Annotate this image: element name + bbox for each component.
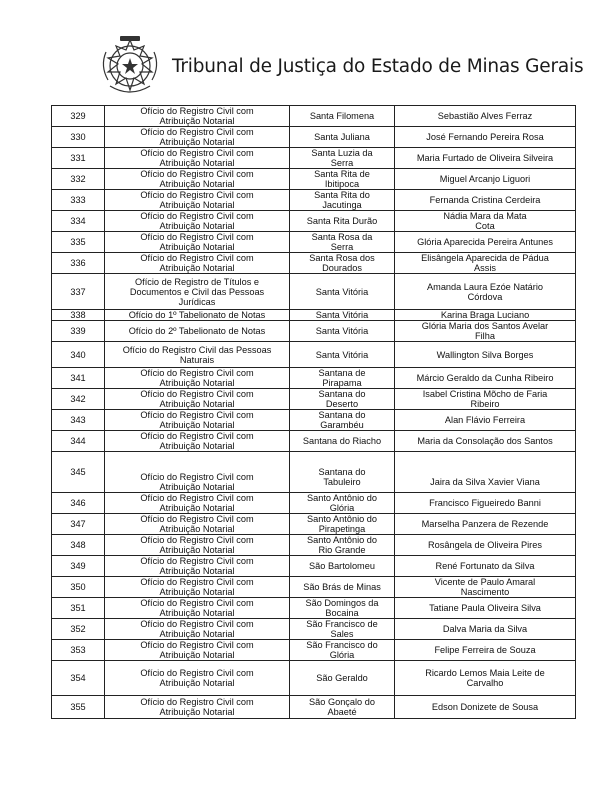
city-name: Santa Luzia da Serra (290, 148, 395, 169)
office-name: Ofício do Registro Civil com Atribuição Notarial (105, 619, 290, 640)
office-name: Ofício do Registro Civil com Atribuição Notarial (105, 598, 290, 619)
table-row (52, 368, 576, 389)
holder-name: Fernanda Cristina Cerdeira (395, 190, 576, 211)
holder-name: Maria da Consolação dos Santos (395, 431, 576, 452)
city-name: São Geraldo (290, 661, 395, 696)
city-name: São Bartolomeu (290, 556, 395, 577)
table-row (52, 577, 576, 598)
page-header (96, 32, 584, 102)
holder-name: Edson Donizete de Sousa (395, 696, 576, 719)
table-row (52, 321, 576, 342)
holder-name: Maria Furtado de Oliveira Silveira (395, 148, 576, 169)
city-name: Santo Antônio do Glória (290, 493, 395, 514)
table-row (52, 211, 576, 232)
office-name: Ofício do Registro Civil com Atribuição Notarial (105, 127, 290, 148)
city-name: Santa Rita de Ibitipoca (290, 169, 395, 190)
row-number: 344 (52, 431, 105, 452)
holder-name: Tatiane Paula Oliveira Silva (395, 598, 576, 619)
office-name: Ofício do Registro Civil com Atribuição Notarial (105, 556, 290, 577)
city-name: Santana do Deserto (290, 389, 395, 410)
city-name: Santo Antônio do Rio Grande (290, 535, 395, 556)
holder-name: Felipe Ferreira de Souza (395, 640, 576, 661)
holder-name: Dalva Maria da Silva (395, 619, 576, 640)
city-name: Santa Vitória (290, 342, 395, 368)
table-row (52, 431, 576, 452)
row-number: 355 (52, 696, 105, 719)
city-name: Santo Antônio do Pirapetinga (290, 514, 395, 535)
office-name: Ofício do Registro Civil com Atribuição Notarial (105, 253, 290, 274)
holder-name: Isabel Cristina Mõcho de Faria Ribeiro (395, 389, 576, 410)
office-name: Ofício do 1º Tabelionato de Notas (105, 310, 290, 321)
holder-name: René Fortunato da Silva (395, 556, 576, 577)
holder-name: José Fernando Pereira Rosa (395, 127, 576, 148)
holder-name: Marselha Panzera de Rezende (395, 514, 576, 535)
row-number: 339 (52, 321, 105, 342)
city-name: Santa Vitória (290, 310, 395, 321)
table-row (52, 169, 576, 190)
row-number: 334 (52, 211, 105, 232)
table-row (52, 106, 576, 127)
row-number: 354 (52, 661, 105, 696)
office-name: Ofício do Registro Civil com Atribuição Notarial (105, 106, 290, 127)
row-number: 329 (52, 106, 105, 127)
row-number: 338 (52, 310, 105, 321)
office-name: Ofício do Registro Civil com Atribuição Notarial (105, 148, 290, 169)
city-name: Santa Vitória (290, 274, 395, 310)
office-name: Ofício do Registro Civil com Atribuição Notarial (105, 431, 290, 452)
table-row (52, 661, 576, 696)
holder-name: Glória Aparecida Pereira Antunes (395, 232, 576, 253)
city-name: São Francisco de Sales (290, 619, 395, 640)
office-name: Ofício do Registro Civil das Pessoas Naturais (105, 342, 290, 368)
row-number: 353 (52, 640, 105, 661)
holder-name: Wallington Silva Borges (395, 342, 576, 368)
city-name: Santa Juliana (290, 127, 395, 148)
row-number: 342 (52, 389, 105, 410)
city-name: Santa Rita Durão (290, 211, 395, 232)
row-number: 347 (52, 514, 105, 535)
table-row (52, 253, 576, 274)
office-name: Ofício do Registro Civil com Atribuição Notarial (105, 696, 290, 719)
office-name: Ofício do Registro Civil com Atribuição Notarial (105, 514, 290, 535)
table-row (52, 410, 576, 431)
city-name: Santa Vitória (290, 321, 395, 342)
city-name: Santana do Tabuleiro (290, 452, 395, 493)
registry-table (51, 105, 576, 719)
holder-name: Elisângela Aparecida de Pádua Assis (395, 253, 576, 274)
table-row (52, 598, 576, 619)
office-name: Ofício de Registro de Títulos e Documentos e Civil das Pessoas Jurídicas (105, 274, 290, 310)
office-name: Ofício do 2º Tabelionato de Notas (105, 321, 290, 342)
row-number: 348 (52, 535, 105, 556)
holder-name: Francisco Figueiredo Banni (395, 493, 576, 514)
office-name: Ofício do Registro Civil com Atribuição Notarial (105, 452, 290, 493)
holder-name: Nádia Mara da Mata Cota (395, 211, 576, 232)
city-name: Santa Rosa da Serra (290, 232, 395, 253)
holder-name: Ricardo Lemos Maia Leite de Carvalho (395, 661, 576, 696)
coat-of-arms-icon (96, 32, 164, 100)
office-name: Ofício do Registro Civil com Atribuição Notarial (105, 577, 290, 598)
row-number: 346 (52, 493, 105, 514)
city-name: São Francisco do Glória (290, 640, 395, 661)
holder-name: Amanda Laura Ezóe Natário Córdova (395, 274, 576, 310)
table-row (52, 493, 576, 514)
table-row (52, 127, 576, 148)
table-row (52, 514, 576, 535)
row-number: 351 (52, 598, 105, 619)
table-row (52, 535, 576, 556)
table-row (52, 190, 576, 211)
row-number: 332 (52, 169, 105, 190)
row-number: 350 (52, 577, 105, 598)
office-name: Ofício do Registro Civil com Atribuição Notarial (105, 190, 290, 211)
city-name: Santana de Pirapama (290, 368, 395, 389)
holder-name: Sebastião Alves Ferraz (395, 106, 576, 127)
row-number: 349 (52, 556, 105, 577)
city-name: Santana do Garambéu (290, 410, 395, 431)
office-name: Ofício do Registro Civil com Atribuição Notarial (105, 368, 290, 389)
city-name: São Gonçalo do Abaeté (290, 696, 395, 719)
table-row (52, 619, 576, 640)
row-number: 341 (52, 368, 105, 389)
city-name: Santa Filomena (290, 106, 395, 127)
holder-name: Rosângela de Oliveira Pires (395, 535, 576, 556)
table-row (52, 148, 576, 169)
row-number: 335 (52, 232, 105, 253)
row-number: 345 (52, 452, 105, 493)
holder-name: Jaira da Silva Xavier Viana (395, 452, 576, 493)
table-row (52, 310, 576, 321)
row-number: 330 (52, 127, 105, 148)
office-name: Ofício do Registro Civil com Atribuição Notarial (105, 211, 290, 232)
city-name: São Domingos da Bocaina (290, 598, 395, 619)
city-name: Santa Rita do Jacutinga (290, 190, 395, 211)
table-row (52, 232, 576, 253)
holder-name: Karina Braga Luciano (395, 310, 576, 321)
office-name: Ofício do Registro Civil com Atribuição Notarial (105, 640, 290, 661)
row-number: 333 (52, 190, 105, 211)
office-name: Ofício do Registro Civil com Atribuição Notarial (105, 535, 290, 556)
holder-name: Márcio Geraldo da Cunha Ribeiro (395, 368, 576, 389)
holder-name: Vicente de Paulo Amaral Nascimento (395, 577, 576, 598)
row-number: 340 (52, 342, 105, 368)
holder-name: Miguel Arcanjo Liguori (395, 169, 576, 190)
page-title: Tribunal de Justiça do Estado de Minas Gerais (172, 56, 584, 77)
row-number: 343 (52, 410, 105, 431)
row-number: 337 (52, 274, 105, 310)
table-row (52, 452, 576, 493)
holder-name: Alan Flávio Ferreira (395, 410, 576, 431)
table-row (52, 640, 576, 661)
row-number: 336 (52, 253, 105, 274)
table-row (52, 274, 576, 310)
office-name: Ofício do Registro Civil com Atribuição Notarial (105, 661, 290, 696)
city-name: Santana do Riacho (290, 431, 395, 452)
row-number: 352 (52, 619, 105, 640)
table-row (52, 696, 576, 719)
table-row (52, 342, 576, 368)
holder-name: Glória Maria dos Santos Avelar Filha (395, 321, 576, 342)
office-name: Ofício do Registro Civil com Atribuição Notarial (105, 169, 290, 190)
city-name: Santa Rosa dos Dourados (290, 253, 395, 274)
office-name: Ofício do Registro Civil com Atribuição Notarial (105, 493, 290, 514)
row-number: 331 (52, 148, 105, 169)
office-name: Ofício do Registro Civil com Atribuição Notarial (105, 389, 290, 410)
office-name: Ofício do Registro Civil com Atribuição Notarial (105, 232, 290, 253)
office-name: Ofício do Registro Civil com Atribuição Notarial (105, 410, 290, 431)
table-row (52, 556, 576, 577)
table-row (52, 389, 576, 410)
city-name: São Brás de Minas (290, 577, 395, 598)
